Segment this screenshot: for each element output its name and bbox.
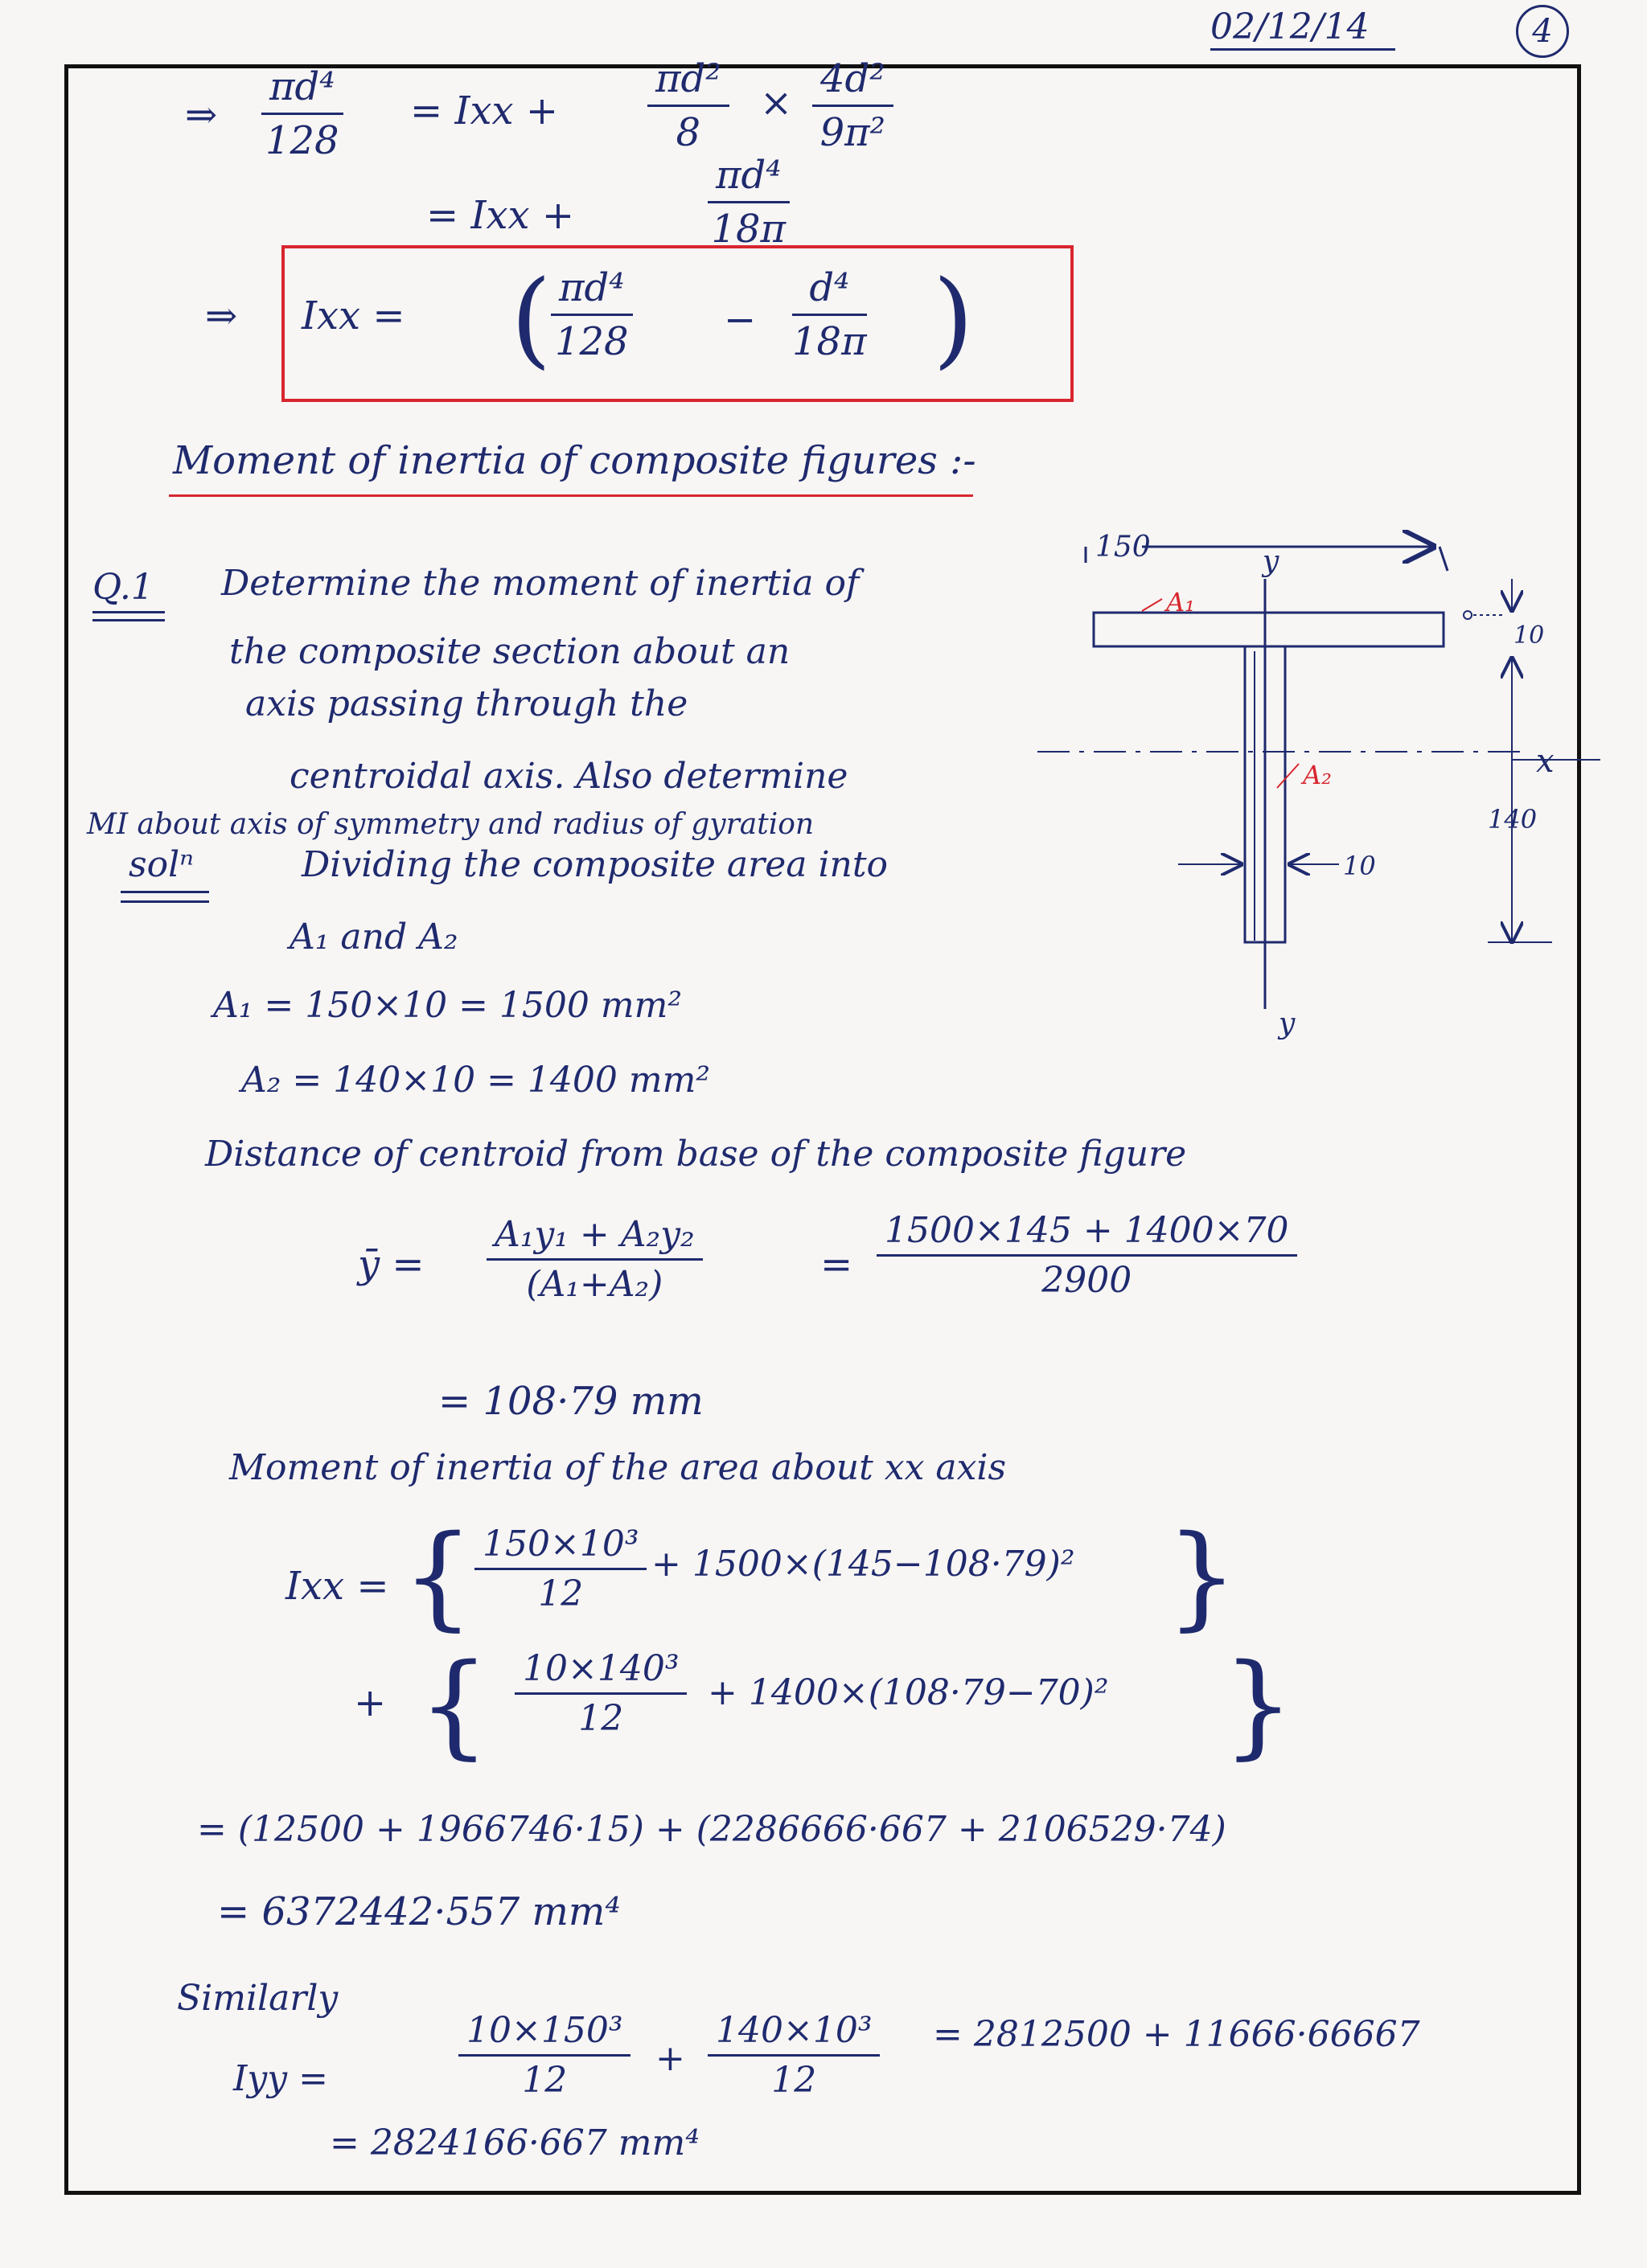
solution-label: solⁿ [129, 844, 194, 885]
iyy-term2-fraction: $\frac{\text{140×10³}}{12}$ [708, 2010, 880, 2101]
solution-underline-2 [121, 900, 209, 903]
plus-sign: + [354, 1680, 387, 1725]
ybar-fraction: $\frac{\text{A₁y₁ + A₂y₂}}{\text{(A₁+A₂)}}$ [487, 1214, 703, 1305]
implies-arrow: ⇒ [185, 92, 218, 137]
fraction-pi-d4-18pi: $\frac{\text{πd⁴}}{18\pi}$ [708, 153, 790, 252]
moi-text: Moment of inertia of the area about xx axis [229, 1447, 1007, 1488]
term1-fraction: $\frac{\text{150×10³}}{12}$ [474, 1524, 647, 1614]
dim-top-end [1440, 547, 1448, 571]
y-axis-label-top: y [1263, 545, 1279, 578]
title-underline [169, 494, 973, 497]
ixx-equals: Ixx = [302, 293, 405, 338]
question-line-5: MI about axis of symmetry and radius of gyration [87, 808, 815, 841]
ybar-result: = 108·79 mm [438, 1379, 704, 1424]
solution-underline-1 [121, 891, 209, 893]
iyy-label: Iyy = [233, 2058, 328, 2099]
a1-label: A₁ [1166, 587, 1195, 617]
x-axis-label: x [1536, 743, 1555, 780]
flange-point [1464, 611, 1472, 619]
close-paren: ) [933, 257, 974, 379]
date-underline [1210, 48, 1395, 51]
a2-label: A₂ [1303, 760, 1332, 790]
question-line-1: Determine the moment of inertia of [221, 563, 860, 604]
implies-arrow-2: ⇒ [205, 293, 238, 338]
web-dim-label: 10 [1343, 851, 1376, 881]
ybar-fraction-values: $\frac{1500\times 145 + 1400\times 70}{2900}$ [877, 1210, 1297, 1301]
sum-line: = (12500 + 1966746·15) + (2286666·667 + 2106529·74) [197, 1809, 1226, 1850]
area-a1: A₁ = 150×10 = 1500 mm² [213, 985, 682, 1026]
equals-ixx-plus: = Ixx + [410, 88, 559, 133]
solution-line-1: Dividing the composite area into [302, 844, 889, 885]
ybar-label: ȳ = [358, 1242, 425, 1287]
fraction-d4-18pi: $\frac{\text{d⁴}}{18\pi}$ [792, 265, 867, 364]
question-label-underline-1 [92, 611, 165, 613]
dim-top-label: 150 [1095, 531, 1151, 564]
page-date: 02/12/14 [1210, 6, 1370, 47]
fraction-pi-d2-8: $\frac{\text{πd²}}{8}$ [647, 56, 729, 155]
section-title: Moment of inertia of composite figures :- [173, 438, 976, 483]
ixx-result: = 6372442·557 mm⁴ [217, 1889, 621, 1934]
page-number: 4 [1516, 5, 1569, 58]
question-label: Q.1 [92, 567, 154, 608]
height-dim-label: 140 [1488, 804, 1538, 835]
iyy-sum: = 2812500 + 11666·66667 [933, 2014, 1420, 2055]
area-a2: A₂ = 140×10 = 1400 mm² [241, 1060, 710, 1101]
ixx-label: Ixx = [285, 1564, 389, 1609]
equals-ixx-plus-2: = Ixx + [426, 193, 575, 238]
a1-pointer [1142, 599, 1162, 611]
brace-open-1: { [402, 1511, 474, 1643]
question-line-3: axis passing through the [245, 683, 688, 724]
iyy-plus: + [655, 2038, 685, 2079]
open-paren: ( [511, 257, 552, 379]
brace-open-2: { [418, 1640, 491, 1771]
y-axis-label-bottom: y [1279, 1007, 1296, 1040]
brace-close-2: } [1222, 1640, 1295, 1771]
fraction-pi-d4-128-b: $\frac{\text{πd⁴}}{128}$ [551, 265, 633, 364]
brace-close-1: } [1166, 1511, 1238, 1643]
flange-dim-label: 10 [1514, 621, 1545, 650]
term2-fraction: $\frac{\text{10×140³}}{12}$ [515, 1648, 687, 1739]
fraction-pi-d4-128: $\frac{\text{πd⁴}}{128}$ [261, 64, 343, 163]
flange-rect [1094, 613, 1444, 646]
a2-pointer [1277, 764, 1299, 788]
t-section-diagram [1021, 523, 1616, 1045]
similarly-text: Similarly [177, 1978, 339, 2019]
ybar-equals: = [820, 1242, 853, 1287]
iyy-result: = 2824166·667 mm⁴ [330, 2122, 700, 2163]
question-line-2: the composite section about an [229, 631, 791, 672]
term2-rest: + 1400×(108·79−70)² [708, 1672, 1109, 1713]
times-sign: × [760, 80, 793, 125]
iyy-term1-fraction: $\frac{\text{10×150³}}{12}$ [458, 2010, 630, 2101]
question-line-4: centroidal axis. Also determine [290, 756, 848, 797]
question-label-underline-2 [92, 619, 165, 621]
fraction-4d2-9pi2: $\frac{\text{4d²}}{\text{9π²}}$ [812, 56, 893, 155]
term1-rest: + 1500×(145−108·79)² [651, 1544, 1075, 1585]
minus-sign: − [724, 297, 757, 342]
distance-text: Distance of centroid from base of the composite figure [205, 1134, 1187, 1175]
solution-line-2: A₁ and A₂ [290, 917, 458, 958]
